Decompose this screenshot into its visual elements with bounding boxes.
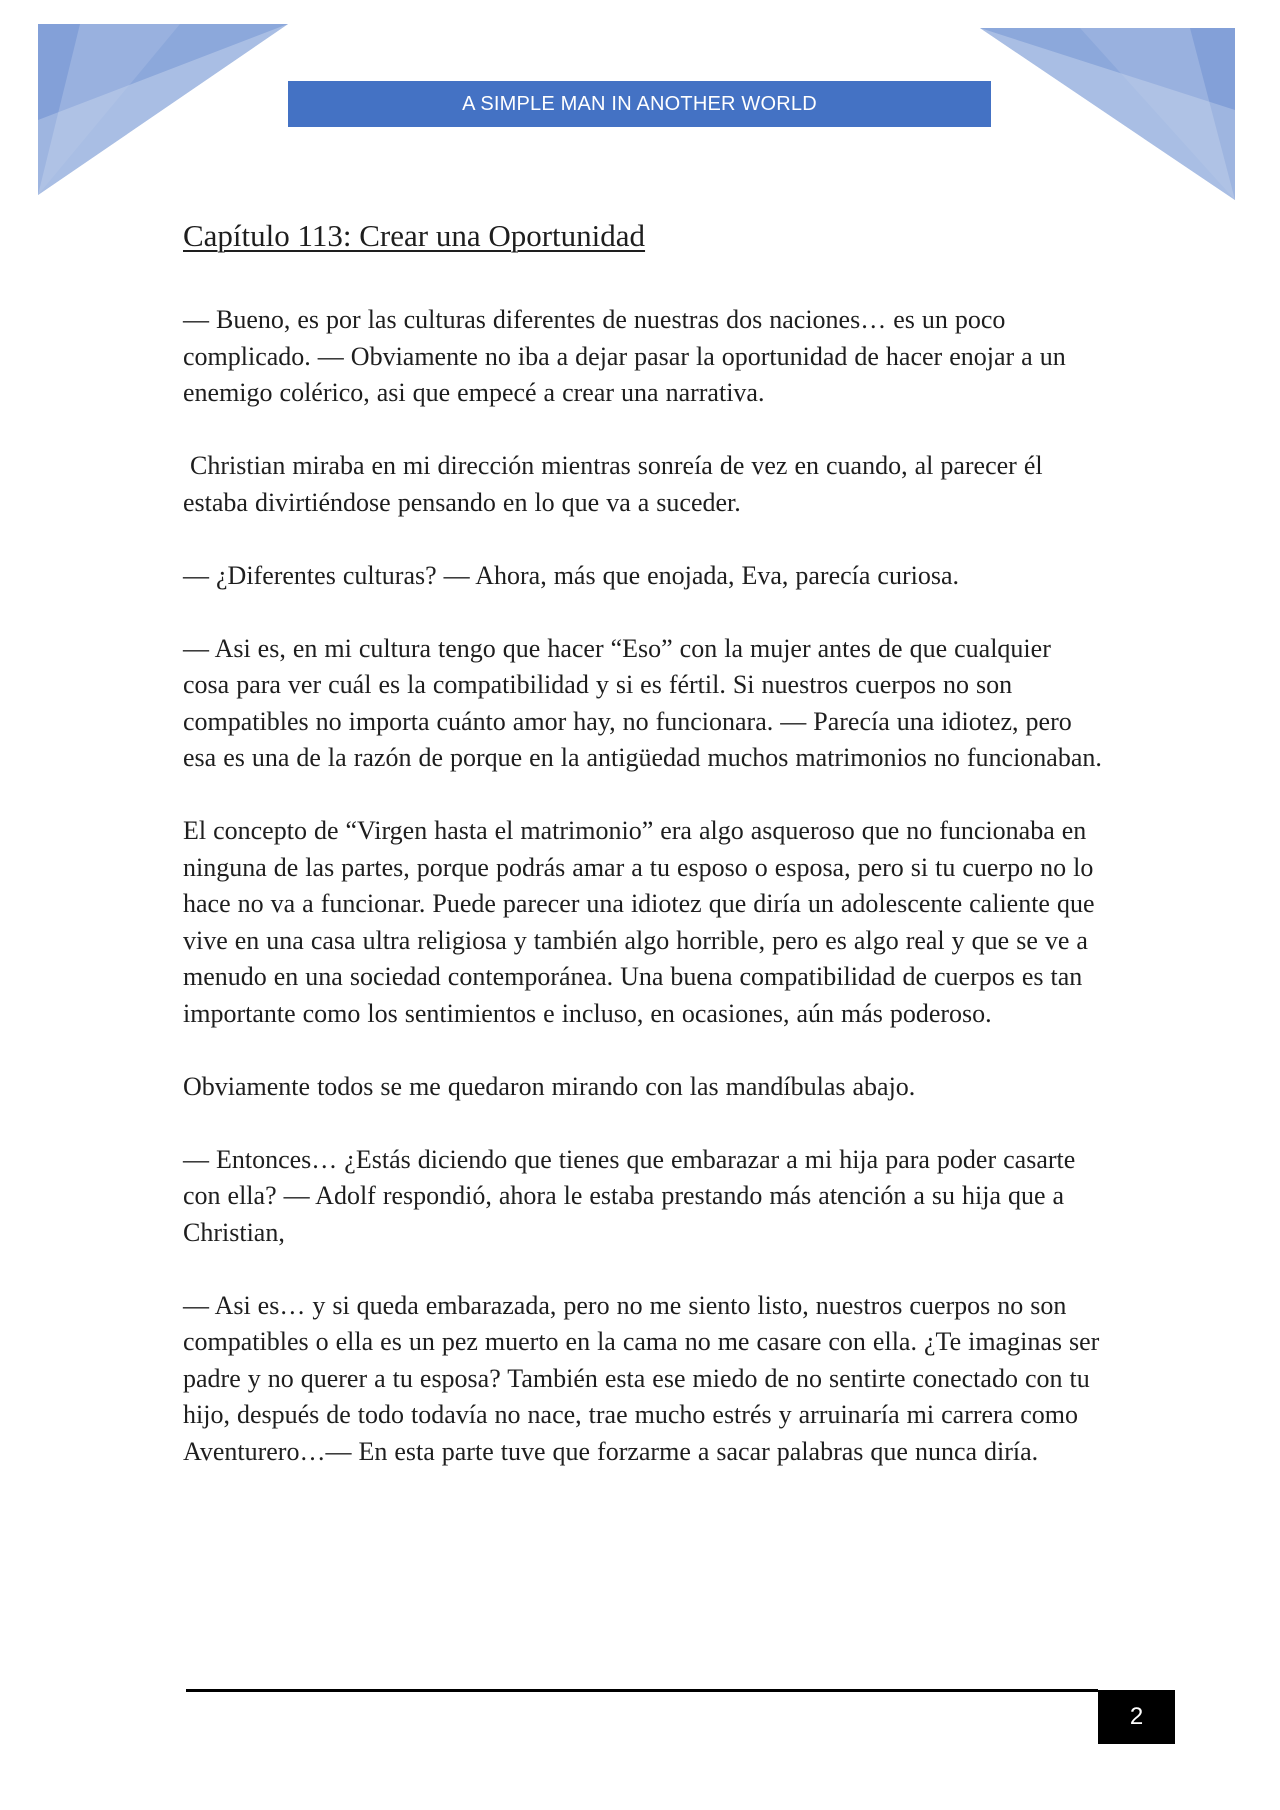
- paragraph: — Asi es, en mi cultura tengo que hacer “Eso” con la mujer antes de que cualquier cosa para ver cuál es la compatibilidad y si es fértil. Si nuestros cuerpos no son compatibles no importa cuánto amor hay, no funcionara. — Parecía una idiotez, pero esa es una de la razón de porque en la antigüedad muchos matrimonios no funcionaban.: [183, 633, 1102, 772]
- footer-divider: [186, 1689, 1098, 1692]
- header-title: A SIMPLE MAN IN ANOTHER WORLD: [462, 92, 817, 115]
- paragraph: Christian miraba en mi dirección mientras sonreía de vez en cuando, al parecer él estaba divirtiéndose pensando en lo que va a suceder.: [183, 451, 1050, 517]
- corner-decoration-right: [980, 0, 1280, 210]
- corner-decoration-left: [0, 0, 300, 200]
- paragraph: El concepto de “Virgen hasta el matrimonio” era algo asqueroso que no funcionaba en ninguna de las partes, porque podrás amar a tu esposo o esposa, pero si tu cuerpo no lo hace no va a funcionar. Puede parecer una idiotez que diría un adolescente caliente que vive en una casa ultra religiosa y también algo horrible, pero es algo real y que se ve a menudo en una sociedad contemporánea. Una buena compatibilidad de cuerpos es tan importante como los sentimientos e incluso, en ocasiones, aún más poderoso.: [183, 816, 1095, 1028]
- paragraph: Obviamente todos se me quedaron mirando con las mandíbulas abajo.: [183, 1071, 916, 1101]
- paragraph: — Asi es… y si queda embarazada, pero no me siento listo, nuestros cuerpos no son compatibles o ella es un pez muerto en la cama no me casare con ella. ¿Te imaginas ser padre y no querer a tu esposa? También esta ese miedo de no sentirte conectado con tu hijo, después de todo todavía no nace, trae mucho estrés y arruinaría mi carrera como Aventurero…— En esta parte tuve que forzarme a sacar palabras que nunca diría.: [183, 1290, 1100, 1466]
- page-number: [1098, 1690, 1175, 1744]
- chapter-title: Capítulo 113: Crear una Oportunidad: [183, 218, 646, 253]
- paragraph: — Entonces… ¿Estás diciendo que tienes que embarazar a mi hija para poder casarte con ella? — Adolf respondió, ahora le estaba prestando más atención a su hija que a Christian,: [183, 1144, 1076, 1247]
- chapter-body: [183, 302, 1103, 1507]
- paragraph: — ¿Diferentes culturas? — Ahora, más que enojada, Eva, parecía curiosa.: [183, 560, 960, 590]
- header-banner: [288, 81, 991, 127]
- page-number-label: 2: [1129, 1703, 1144, 1730]
- paragraph: — Bueno, es por las culturas diferentes de nuestras dos naciones… es un poco complicado. — Obviamente no iba a dejar pasar la oportunidad de hacer enojar a un enemigo colérico, asi que empecé a crear una narrativa.: [183, 305, 1066, 407]
